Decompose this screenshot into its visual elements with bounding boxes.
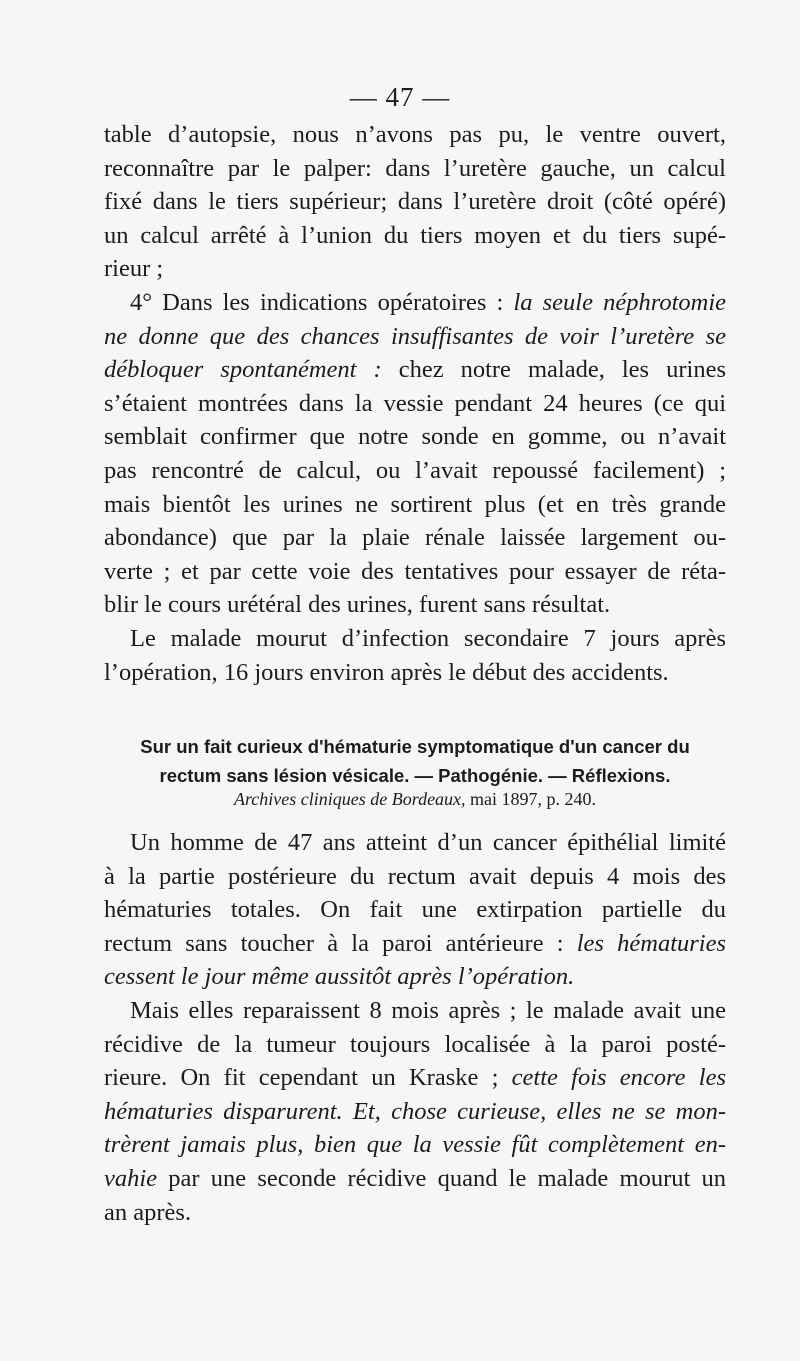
- text-line: [104, 622, 726, 656]
- text-line: [104, 219, 726, 253]
- text-line: [104, 927, 726, 961]
- text-line: [104, 893, 726, 927]
- text-line: [104, 353, 726, 387]
- text-line: [104, 1196, 726, 1230]
- text-segment: chez notre malade, les urines: [381, 356, 726, 384]
- text-line: [104, 152, 726, 186]
- text-line: [104, 656, 726, 690]
- text-segment: semblait confirmer que notre sonde en gomme, ou n’avait: [104, 423, 726, 451]
- italic-segment: cette fois encore les: [511, 1064, 726, 1092]
- text-line: [104, 252, 726, 286]
- citation-details: mai 1897, p. 240.: [465, 789, 597, 809]
- text-segment: blir le cours urétéral des urines, furent sans résultat.: [104, 591, 611, 619]
- text-line: [104, 387, 726, 421]
- text-line: [104, 320, 726, 354]
- italic-segment: trèrent jamais plus, bien que la vessie fût complètement en-: [104, 1131, 726, 1159]
- text-segment: mais bientôt les urines ne sortirent plus (et en très grande: [104, 490, 726, 518]
- text-segment: par une seconde récidive quand le malade mourut un: [157, 1164, 726, 1192]
- citation: [100, 787, 730, 811]
- italic-segment: la seule néphrotomie: [513, 288, 727, 316]
- text-segment: s’étaient montrées dans la vessie pendant 24 heures (ce qui: [104, 389, 726, 417]
- text-line: [104, 860, 726, 894]
- text-line: [104, 286, 726, 320]
- text-line: [104, 1095, 726, 1129]
- text-segment: l’opération, 16 jours environ après le début des accidents.: [104, 658, 669, 686]
- text-line: [104, 118, 726, 152]
- text-line: [104, 185, 726, 219]
- text-line: [104, 994, 726, 1028]
- italic-segment: débloquer spontanément :: [104, 356, 382, 384]
- text-segment: 4° Dans les indications opératoires :: [130, 288, 514, 316]
- text-line: [104, 960, 726, 994]
- text-line: [104, 1162, 726, 1196]
- text-segment: rectum sans toucher à la paroi antérieure :: [104, 929, 577, 957]
- text-segment: à la partie postérieure du rectum avait depuis 4 mois des: [104, 862, 726, 890]
- article-heading: [100, 732, 730, 790]
- text-line: [104, 588, 726, 622]
- text-line: [104, 555, 726, 589]
- page-number: — 47 —: [349, 82, 451, 112]
- text-segment: rieur ;: [104, 255, 164, 283]
- text-segment: fixé dans le tiers supérieur; dans l’uretère droit (côté opéré): [104, 188, 726, 216]
- text-segment: hématuries totales. On fait une extirpation partielle du: [104, 896, 726, 924]
- text-line: [104, 521, 726, 555]
- body-section-2: [104, 826, 726, 1229]
- text-line: [104, 826, 726, 860]
- text-segment: rieure. On fit cependant un Kraske ;: [104, 1064, 512, 1092]
- text-segment: Un homme de 47 ans atteint d’un cancer épithélial limité: [130, 829, 726, 856]
- heading-line-2: rectum sans lésion vésicale. — Pathogénie. — Réflexions.: [159, 765, 671, 786]
- citation-journal: Archives cliniques de Bordeaux,: [233, 789, 466, 809]
- text-segment: abondance) que par la plaie rénale laissée largement ou-: [104, 524, 726, 552]
- text-line: [104, 420, 726, 454]
- text-segment: an après.: [104, 1198, 192, 1226]
- text-segment: Le malade mourut d’infection secondaire 7 jours après: [130, 624, 726, 652]
- text-segment: table d’autopsie, nous n’avons pas pu, le ventre ouvert,: [104, 121, 726, 148]
- italic-segment: les hématuries: [576, 929, 727, 957]
- text-segment: reconnaître par le palper: dans l’uretère gauche, un calcul: [104, 154, 726, 182]
- text-line: [104, 488, 726, 522]
- heading-line-1: Sur un fait curieux d'hématurie symptomatique d'un cancer du: [140, 736, 690, 757]
- text-segment: pas rencontré de calcul, ou l’avait repoussé facilement) ;: [104, 456, 726, 484]
- body-section-1: [104, 118, 726, 689]
- text-line: [104, 1061, 726, 1095]
- text-line: [104, 454, 726, 488]
- text-segment: un calcul arrêté à l’union du tiers moyen et du tiers supé-: [104, 221, 726, 249]
- text-line: [104, 1128, 726, 1162]
- text-segment: récidive de la tumeur toujours localisée à la paroi posté-: [104, 1030, 726, 1058]
- text-line: [104, 1028, 726, 1062]
- italic-segment: vahie: [104, 1164, 158, 1192]
- italic-segment: hématuries disparurent. Et, chose curieuse, elles ne se mon-: [104, 1097, 726, 1125]
- italic-segment: ne donne que des chances insuffisantes de voir l’uretère se: [104, 322, 726, 350]
- italic-segment: cessent le jour même aussitôt après l’opération.: [104, 963, 575, 991]
- text-segment: Mais elles reparaissent 8 mois après ; le malade avait une: [130, 996, 726, 1024]
- text-segment: verte ; et par cette voie des tentatives pour essayer de réta-: [104, 557, 726, 585]
